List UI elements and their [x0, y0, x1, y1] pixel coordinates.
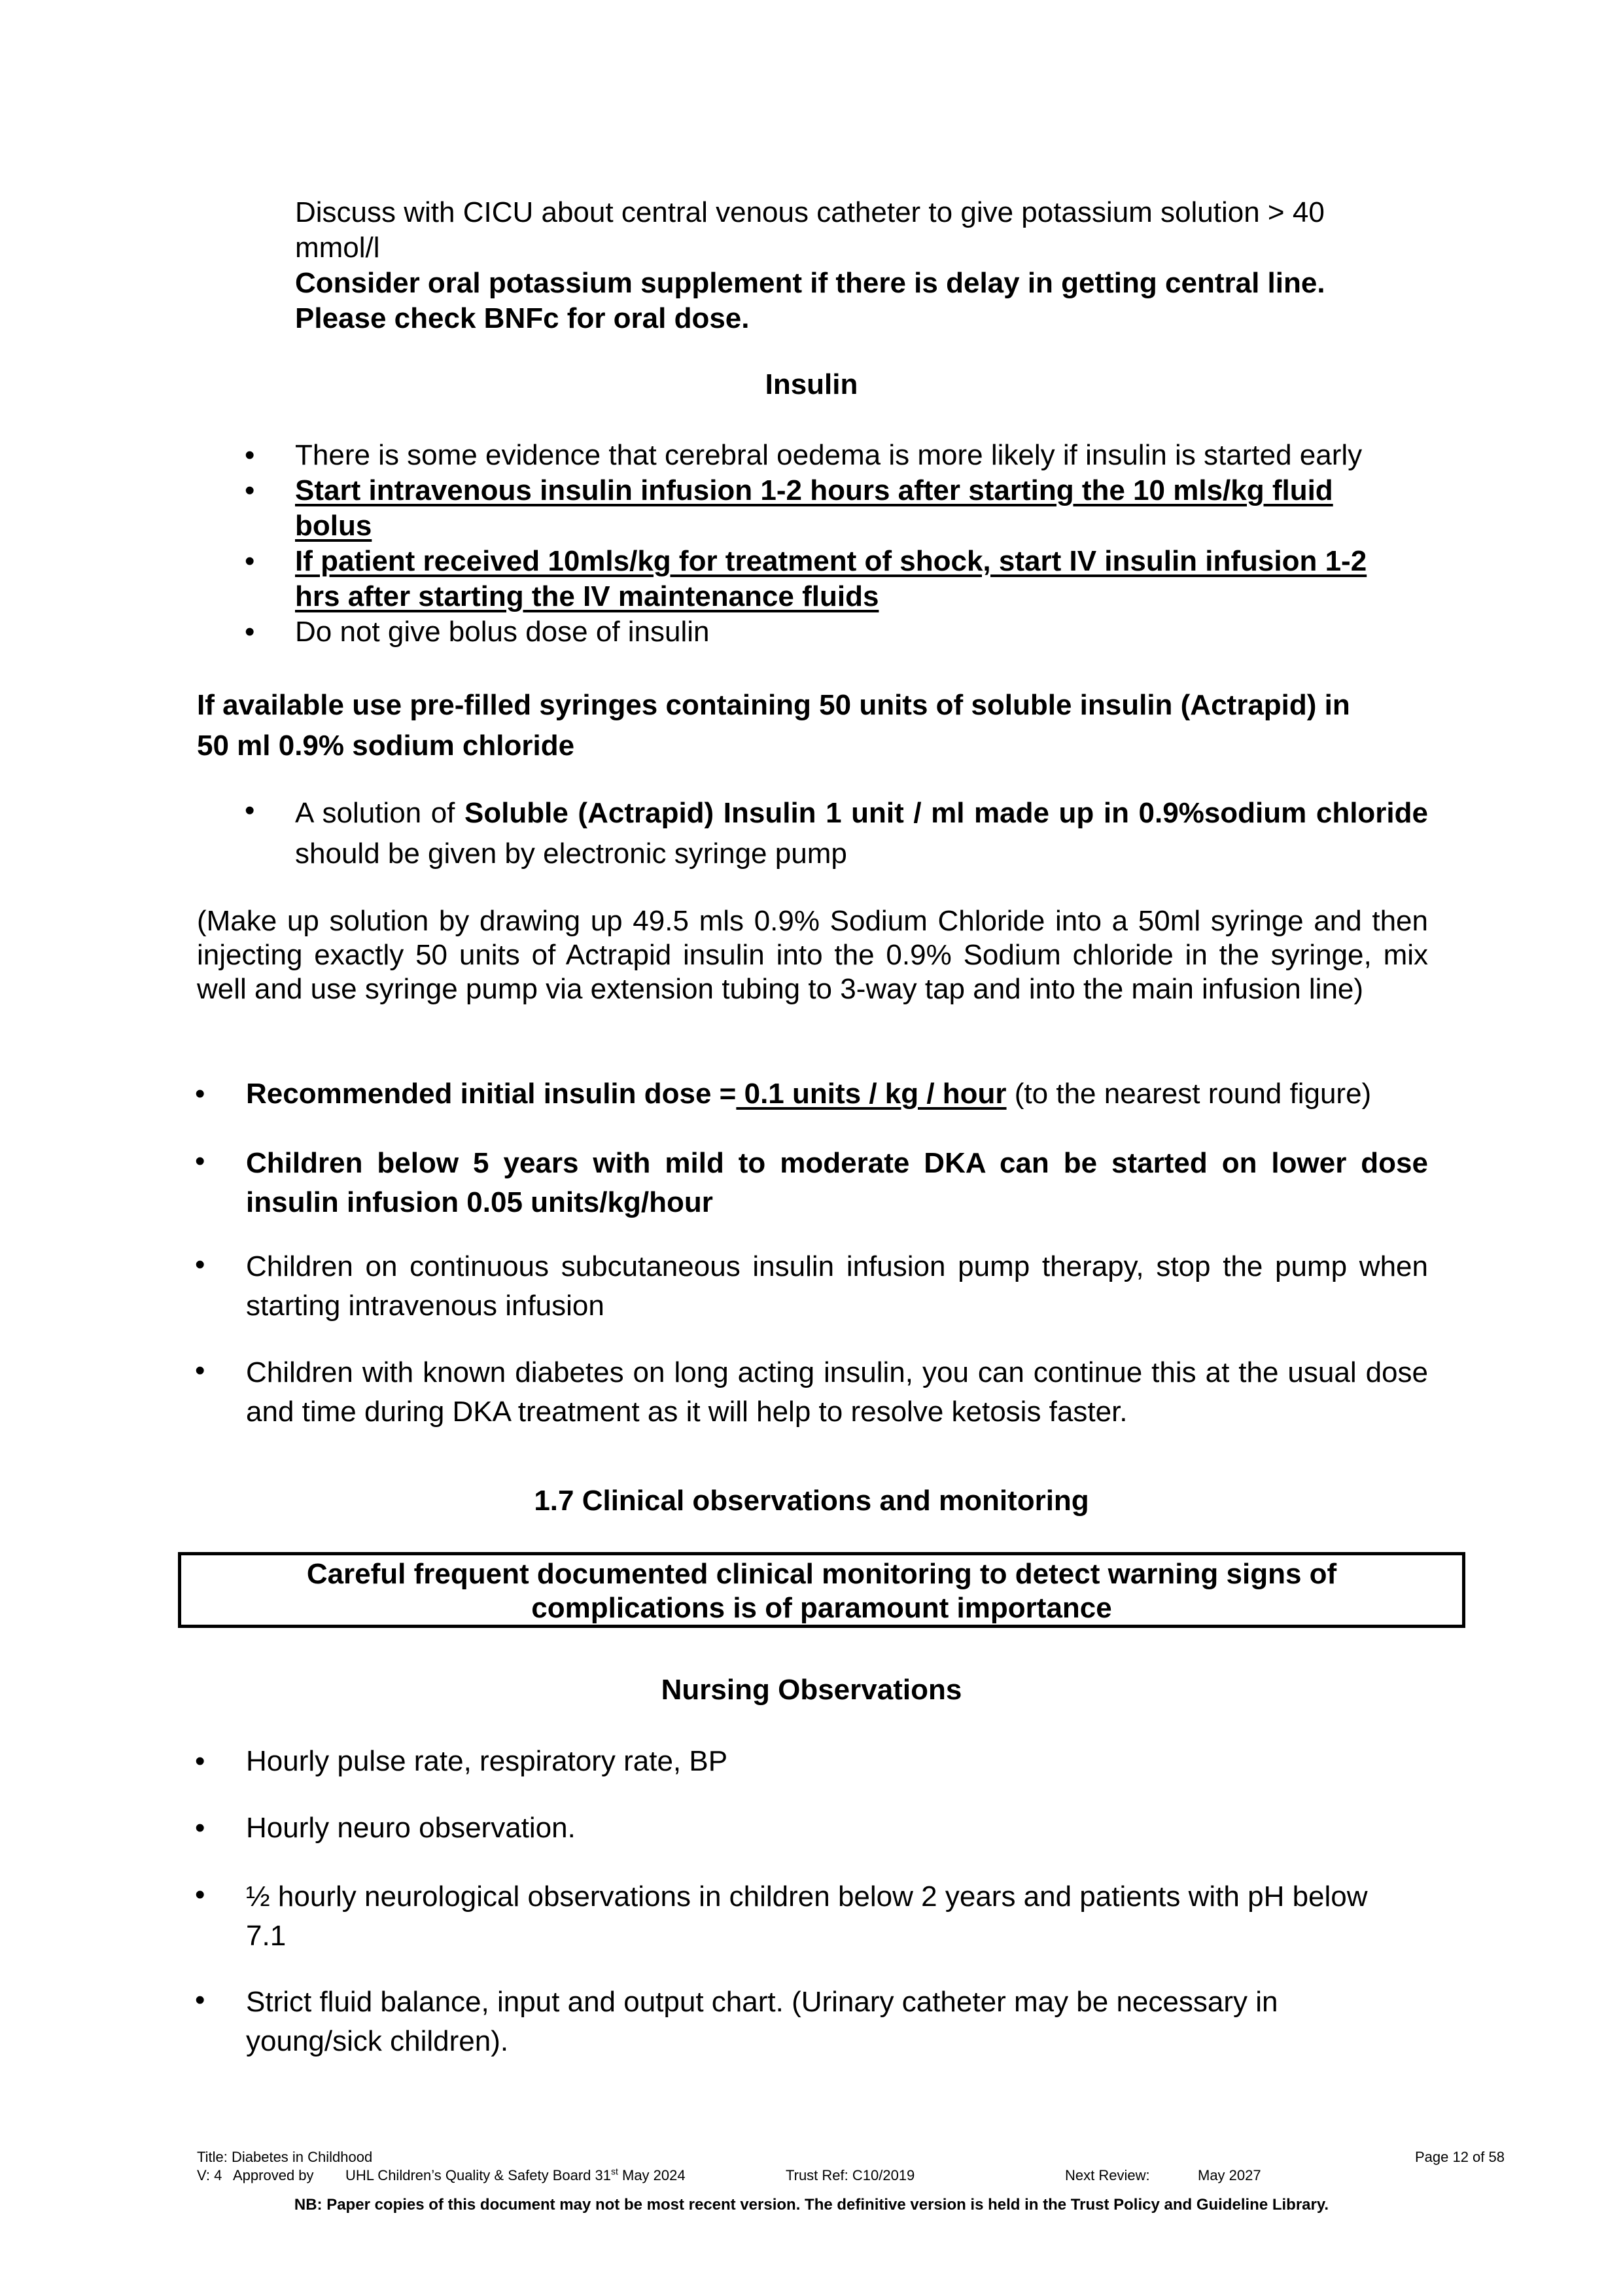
footer-disclaimer: NB: Paper copies of this document may not be most recent version. The definitive version is held in the Trust Policy and Guideline Library. [294, 2196, 1329, 2214]
bullet-icon: • [195, 1984, 205, 2016]
section-heading: 1.7 Clinical observations and monitoring [534, 1485, 1089, 1517]
potassium-line-1: Discuss with CICU about central venous catheter to give potassium solution > 40 [295, 196, 1325, 228]
prefilled-paragraph [197, 685, 1466, 766]
prefilled-line-2: 50 ml 0.9% sodium chloride [197, 730, 575, 762]
nursing-bullet-3-line-1: ½ hourly neurological observations in children below 2 years and patients with pH below [246, 1881, 1368, 1913]
insulin-bullet-3-line-2: hrs after starting the IV maintenance fluids [295, 580, 879, 612]
footer-trust-ref: Trust Ref: C10/2019 [786, 2167, 915, 2183]
potassium-bold-line-2: Please check BNFc for oral dose. [295, 302, 750, 334]
footer-board: UHL Children’s Quality & Safety Board 31 [345, 2167, 611, 2183]
footer-next-review: May 2027 [1198, 2167, 1261, 2183]
insulin-bullet-2-line-1: Start intravenous insulin infusion 1-2 hours after starting the 10 mls/kg fluid [295, 474, 1333, 506]
solution-post: should be given by electronic syringe pump [295, 838, 847, 870]
nursing-bullet-3 [246, 1877, 1456, 1956]
solution-bullet [295, 793, 1428, 874]
callout-line-2: complications is of paramount importance [531, 1592, 1112, 1624]
bullet-icon: • [245, 794, 255, 826]
footer-page-number: Page 12 of 58 [1414, 2149, 1505, 2165]
insulin-bullet-1: There is some evidence that cerebral oedema is more likely if insulin is started early [295, 439, 1363, 471]
nursing-bullet-3-line-2: 7.1 [246, 1920, 287, 1952]
recommended-dose-label: Recommended initial insulin dose = [246, 1078, 737, 1110]
footer-version: V: 4 [197, 2167, 222, 2183]
bullet-icon: • [195, 1354, 205, 1386]
footer-board-date: May 2024 [618, 2167, 686, 2183]
insulin-bullet-4: Do not give bolus dose of insulin [295, 616, 710, 648]
recommended-dose-value: 0.1 units / kg / hour [736, 1078, 1007, 1110]
nursing-bullet-2: Hourly neuro observation. [246, 1812, 576, 1844]
potassium-line-2: mmol/l [295, 232, 380, 264]
bullet-icon: • [195, 1879, 205, 1911]
callout-text [178, 1557, 1465, 1625]
make-up-paragraph: (Make up solution by drawing up 49.5 mls 0.9% Sodium Chloride into a 50ml syringe and then injecting exactly 50 units of Actrapid insulin into the 0.9% Sodium chloride in the syringe, mix well and use syringe pump via extension tubing to 3-way tap and into the main infusion line) [197, 905, 1428, 1005]
insulin-heading: Insulin [765, 368, 858, 400]
below-5-bullet: Children below 5 years with mild to moderate DKA can be started on lower dose insulin infusion 0.05 units/kg/hour [246, 1147, 1428, 1218]
insulin-bullet-2 [295, 473, 1473, 544]
footer-approved-label: Approved by [233, 2167, 314, 2183]
footer-title: Title: Diabetes in Childhood [197, 2149, 373, 2165]
nursing-bullet-4-line-2: young/sick children). [246, 2025, 509, 2057]
recommended-dose-bullet [246, 1076, 1469, 1112]
nursing-bullet-4-line-1: Strict fluid balance, input and output chart. (Urinary catheter may be necessary in [246, 1986, 1278, 2018]
recommended-dose-note: (to the nearest round figure) [1006, 1078, 1372, 1110]
footer-next-review-label: Next Review: [1065, 2167, 1150, 2183]
bullet-icon: • [245, 545, 255, 577]
potassium-bold-line-1: Consider oral potassium supplement if there is delay in getting central line. [295, 267, 1325, 299]
nursing-bullet-1: Hourly pulse rate, respiratory rate, BP [246, 1745, 728, 1777]
footer-approval-board [345, 2166, 686, 2185]
long-acting-bullet: Children with known diabetes on long acting insulin, you can continue this at the usual dose and time during DKA treatment as it will help to resolve ketosis faster. [246, 1356, 1428, 1428]
bullet-icon: • [195, 1145, 205, 1177]
nursing-heading: Nursing Observations [661, 1674, 962, 1706]
solution-pre: A solution of [295, 797, 464, 829]
bullet-icon: • [245, 474, 255, 506]
bullet-icon: • [195, 1812, 205, 1844]
pump-bullet: Children on continuous subcutaneous insulin infusion pump therapy, stop the pump when starting intravenous infusion [246, 1250, 1428, 1322]
bullet-icon: • [195, 1078, 205, 1110]
prefilled-line-1: If available use pre-filled syringes containing 50 units of soluble insulin (Actrapid) in [197, 689, 1350, 721]
insulin-bullet-3 [295, 544, 1473, 614]
potassium-paragraph [295, 195, 1473, 336]
bullet-icon: • [245, 616, 255, 648]
bullet-icon: • [245, 439, 255, 471]
callout-line-1: Careful frequent documented clinical monitoring to detect warning signs of [306, 1558, 1337, 1590]
bullet-icon: • [195, 1248, 205, 1280]
insulin-bullet-3-line-1: If patient received 10mls/kg for treatment of shock, start IV insulin infusion 1-2 [295, 545, 1367, 577]
nursing-bullet-4 [246, 1983, 1456, 2061]
footer-board-sup: st [610, 2166, 618, 2177]
insulin-bullet-2-line-2: bolus [295, 510, 372, 542]
solution-bold: Soluble (Actrapid) Insulin 1 unit / ml made up in 0.9%sodium chloride [464, 797, 1428, 829]
bullet-icon: • [195, 1745, 205, 1777]
